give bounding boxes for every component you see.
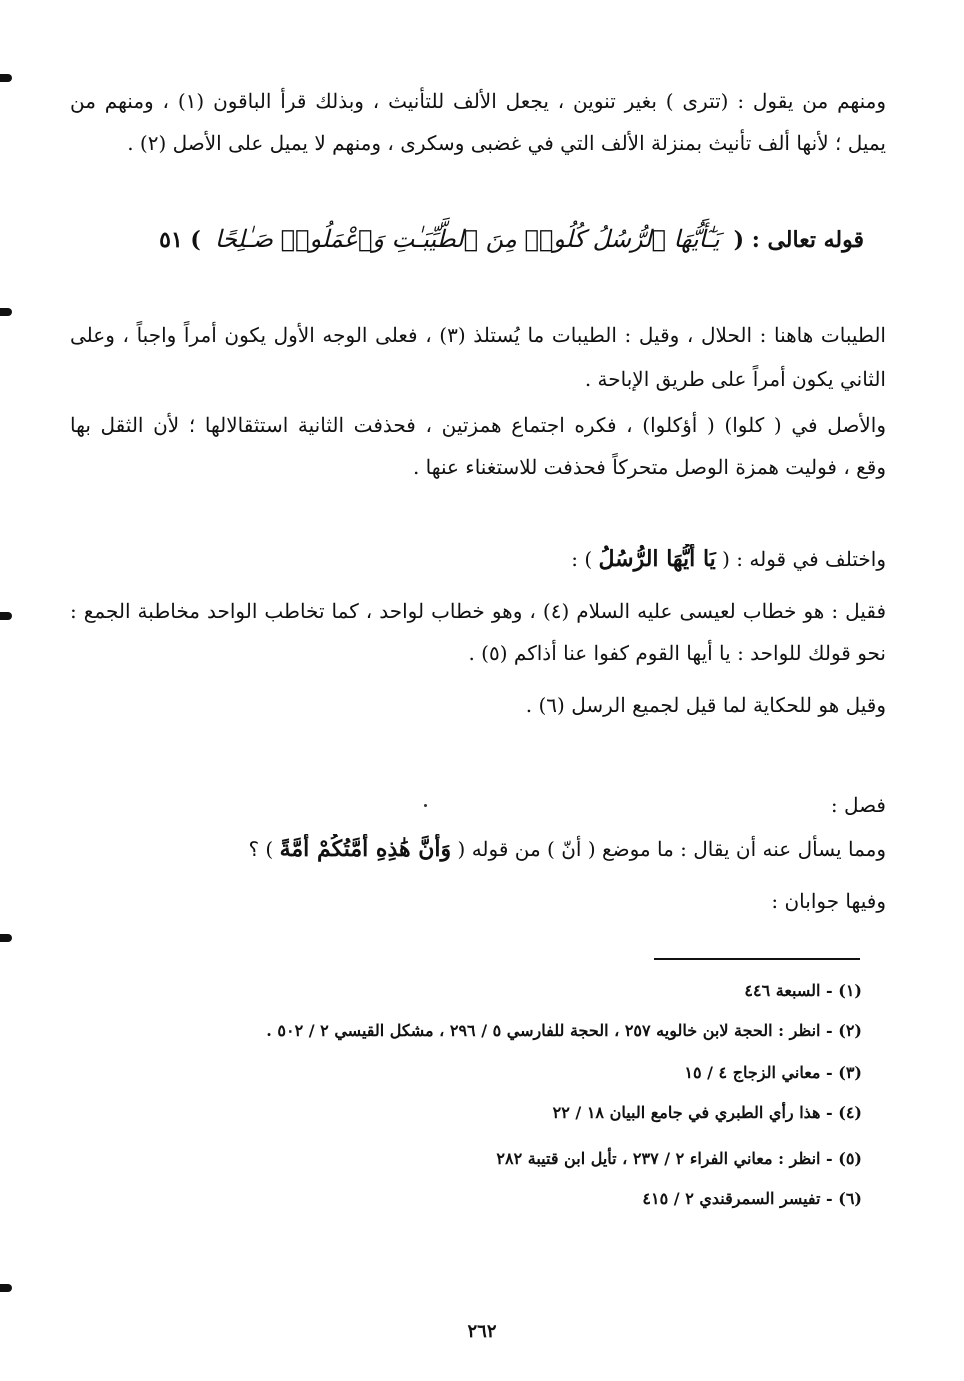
footnote-5: (٥) - انظر : معاني الفراء ٢ / ٢٣٧ ، تأيل ابن قتيبة ٢٨٢	[496, 1149, 862, 1168]
footnote-2: (٢) - انظر : الحجة لابن خالويه ٢٥٧ ، الحجة للفارسي ٥ / ٢٩٦ ، مشكل القيسي ٢ / ٥٠٢ .	[266, 1021, 862, 1040]
binding-mark	[0, 1284, 12, 1292]
paragraph-3-line-2: وقع ، فوليت همزة الوصل متحركاً فحذفت للاستغناء عنها .	[412, 455, 886, 479]
verse-line	[159, 222, 864, 258]
section-question-quote: وَأَنَّ هَٰذِهِ أُمَّتُكُمْ أُمَّةً	[279, 836, 452, 862]
paragraph-4-intro: واختلف في قوله : (	[722, 547, 886, 571]
footnote-separator	[654, 958, 860, 960]
footnote-6: (٦) - تفيسر السمرقندي ٢ / ٤١٥	[642, 1189, 862, 1208]
paragraph-4	[70, 544, 886, 574]
footnote-1: (١) - السبعة ٤٤٦	[744, 981, 862, 1000]
verse-intro: قوله تعالى : (	[733, 227, 864, 253]
section-question-intro: ومما يسأل عنه أن يقال : ما موضع ( أنّ ) من قوله (	[457, 837, 886, 861]
paragraph-2-line-2: الثاني يكون أمراً على طريق الإباحة .	[584, 367, 886, 391]
binding-mark	[0, 74, 12, 82]
paragraph-3-line-1: والأصل في ( كلوا) ( أؤكلوا) ، فكره اجتماع همزتين ، فحذفت الثانية استثقالالها ؛ لأن الثقل بها	[70, 413, 886, 437]
verse-close: ) ٥١	[159, 227, 201, 253]
section-heading: فصل :	[830, 793, 886, 817]
page-number: ٢٦٢	[467, 1321, 497, 1342]
binding-mark	[0, 612, 12, 620]
paragraph-2-line-1: الطيبات هاهنا : الحلال ، وقيل : الطيبات ما يُستلذ (٣) ، فعلى الوجه الأول يكون أمراً واجباً ، وعلى	[70, 323, 886, 347]
paragraph-1-line-2: يميل ؛ لأنها ألف تأنيث بمنزلة الألف التي في غضبى وسكرى ، ومنهم لا يميل على الأصل (٢) .	[127, 131, 886, 155]
paragraph-6: وقيل هو للحكاية لما قيل لجميع الرسل (٦) .	[525, 693, 886, 717]
binding-mark	[0, 934, 12, 942]
section-question	[70, 834, 886, 864]
paragraph-1-line-1: ومنهم من يقول : (تترى ) بغير تنوين ، يجعل الألف للتأنيث ، وبذلك قرأ الباقون (١) ، ومنهم من	[70, 89, 886, 113]
footnote-4: (٤) - هذا رأي الطبري في جامع البيان ١٨ / ٢٢	[552, 1103, 862, 1122]
binding-mark	[0, 308, 12, 316]
verse-text: يَـٰٓأَيُّهَا ٱلرُّسُلُ كُلُوا۟ مِنَ ٱلطَّيِّبَـٰتِ وَٱعْمَلُوا۟ صَـٰلِحًا	[214, 225, 720, 253]
paragraph-4-quote: يَا أَيُّهَا الرُّسُلُ	[598, 546, 716, 572]
paragraph-5-line-2: نحو قولك للواحد : يا أيها القوم كفوا عنا أذاكم (٥) .	[468, 641, 886, 665]
footnote-3: (٣) - معاني الزجاج ٤ / ١٥	[684, 1063, 862, 1082]
paragraph-4-end: ) :	[571, 547, 593, 571]
section-answer-intro: وفيها جوابان :	[771, 889, 886, 913]
paragraph-5-line-1: فقيل : هو خطاب لعيسى عليه السلام (٤) ، وهو خطاب لواحد ، كما تخاطب الواحد مخاطبة الجمع :	[70, 599, 886, 623]
section-question-end: ) ؟	[248, 837, 274, 861]
